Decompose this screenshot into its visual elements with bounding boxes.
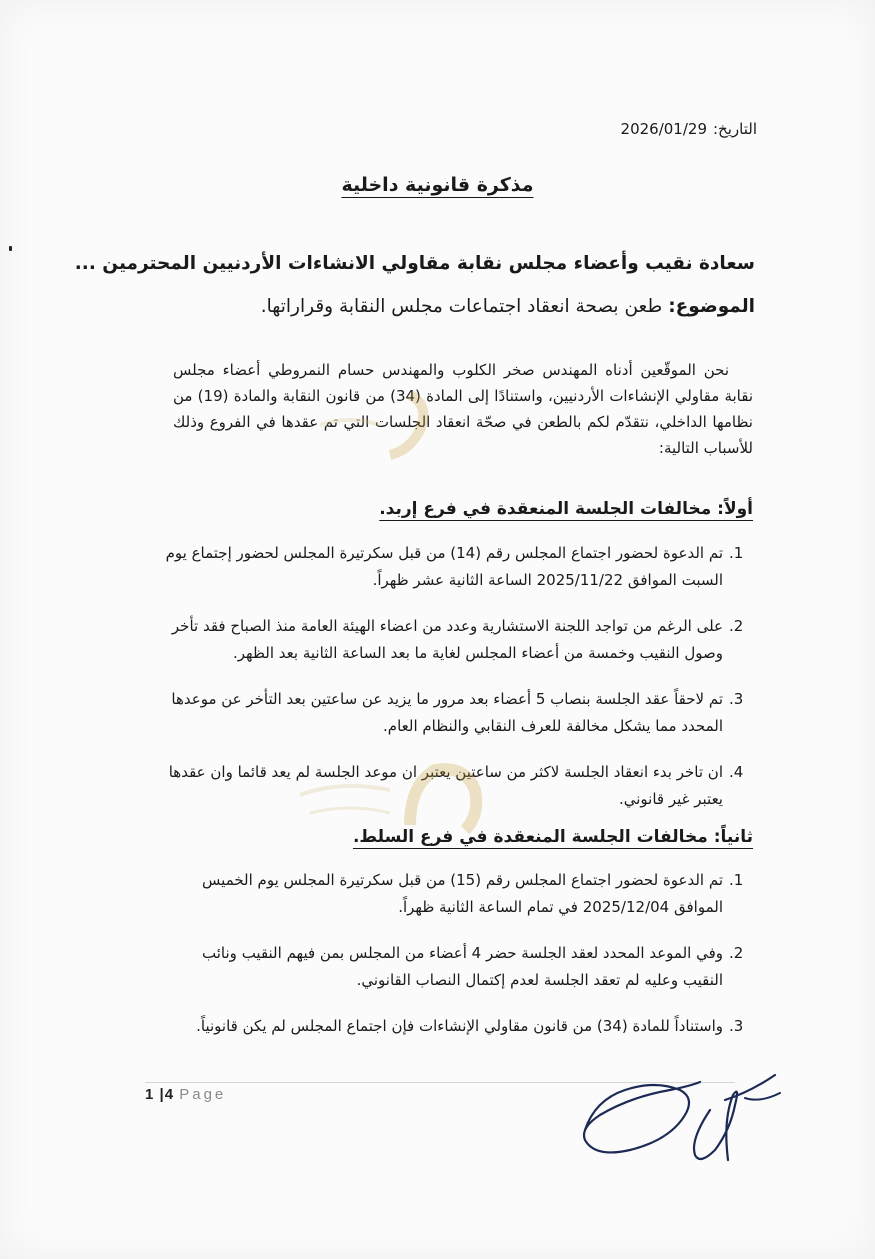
document-title: مذكرة قانونية داخلية: [341, 174, 534, 196]
intro-paragraph: نحن الموقّعين أدناه المهندس صخر الكلوب والمهندس حسام النمروطي أعضاء مجلس نقابة مقاولي الإنشاءات الأردنيين، واستنادًا إلى المادة (34) من قانون النقابة والمادة (19) من نظامها الداخلي، نتقدّم لكم بالطعن في صحّة انعقاد الجلسات التي تم عقدها في الفروع وذلك للأسباب التالية:: [173, 361, 753, 457]
section-items-salt: [158, 867, 753, 1059]
salutation: سعادة نقيب وأعضاء مجلس نقابة مقاولي الانشاءات الأردنيين المحترمين ...: [74, 253, 755, 274]
subject-text: طعن بصحة انعقاد اجتماعات مجلس النقابة وقراراتها.: [260, 296, 663, 317]
subject-line: [261, 296, 755, 317]
list-item: [158, 1013, 753, 1040]
list-item: [158, 940, 753, 994]
item-number: 1 .: [729, 540, 753, 567]
item-text: تم الدعوة لحضور اجتماع المجلس رقم (15) من قبل سكرتيرة المجلس يوم الخميس الموافق 2025/12/04 في تمام الساعة الثانية ظهراً.: [202, 871, 723, 916]
scan-mark: [9, 246, 12, 251]
page-word: Page: [179, 1086, 227, 1103]
document-date: [621, 120, 757, 138]
item-number: 1 .: [729, 867, 753, 894]
item-text: على الرغم من تواجد اللجنة الاستشارية وعدد من اعضاء الهيئة العامة منذ الصباح فقد تأخر وصول النقيب وخمسة من أعضاء المجلس لغاية ما بعد الساعة الثانية بعد الظهر.: [171, 617, 723, 662]
stamp-watermark-icon: [300, 385, 500, 465]
date-label: التاريخ:: [713, 120, 757, 138]
item-number: 2 .: [729, 940, 753, 967]
page-total: 4: [164, 1086, 175, 1103]
item-text: وفي الموعد المحدد لعقد الجلسة حضر 4 أعضاء من المجلس بمن فيهم النقيب ونائب النقيب وعليه لم تعقد الجلسة لعدم إكتمال النصاب القانوني.: [202, 944, 723, 989]
list-item: [158, 867, 753, 921]
subject-label: الموضوع:: [668, 296, 755, 317]
item-text: تم لاحقاً عقد الجلسة بنصاب 5 أعضاء بعد مرور ما يزيد عن ساعتين بعد التأخر عن موعدها المحدد مما يشكل مخالفة للعرف النقابي والنظام العام.: [171, 690, 723, 735]
list-item: [158, 686, 753, 740]
item-text: ان تاخر بدء انعقاد الجلسة لاكثر من ساعتين يعتبر ان موعد الجلسة لم يعد قائما وان عقدها يعتبر غير قانوني.: [168, 763, 723, 808]
section-title-salt: ثانياً: مخالفات الجلسة المنعقدة في فرع السلط.: [352, 827, 753, 847]
stamp-watermark-icon: [290, 755, 510, 835]
handwritten-signature-icon: [575, 1060, 795, 1170]
item-text: واستناداً للمادة (34) من قانون مقاولي الإنشاءات فإن اجتماع المجلس لم يكن قانونياً.: [196, 1017, 723, 1035]
item-number: 2 .: [729, 613, 753, 640]
section-title-irbid: أولاً: مخالفات الجلسة المنعقدة في فرع إربد.: [379, 499, 753, 519]
item-text: تم الدعوة لحضور اجتماع المجلس رقم (14) من قبل سكرتيرة المجلس لحضور إجتماع يوم السبت الموافق 2025/11/22 الساعة الثانية عشر ظهراً.: [165, 544, 723, 589]
item-number: 3 .: [729, 1013, 753, 1040]
page-footer: 1 |4 Page: [145, 1086, 227, 1103]
page-current: 1: [145, 1086, 155, 1103]
list-item: [158, 540, 753, 594]
item-number: 4 .: [729, 759, 753, 786]
item-number: 3 .: [729, 686, 753, 713]
list-item: [158, 613, 753, 667]
date-value: 2026/01/29: [620, 120, 707, 138]
